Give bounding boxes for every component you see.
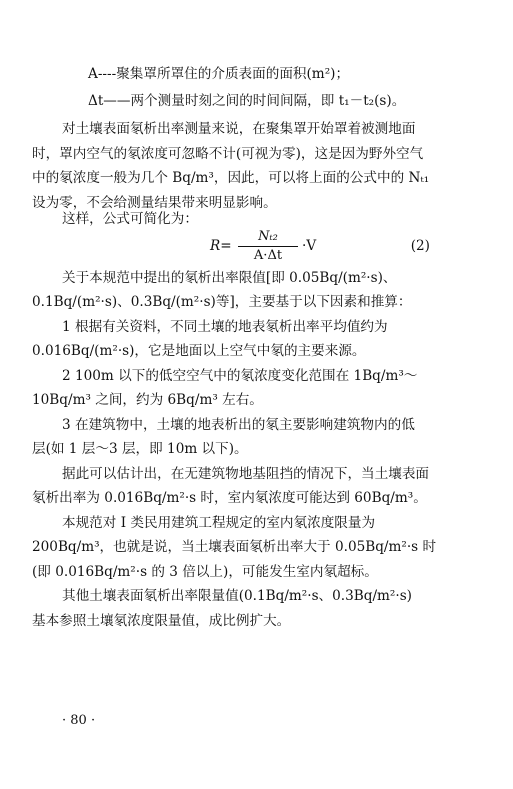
list-item-3: 3 在建筑物中，土壤的地表析出的氡主要影响建筑物内的低 <box>62 417 415 433</box>
formula-numerator: Nₜ₂ <box>258 229 278 244</box>
paragraph-line: 0.1Bq/(m²·s)、0.3Bq/(m²·s)等]，主要基于以下因素和推算： <box>32 294 412 310</box>
paragraph-line: 层(如 1 层～3 层，即 10m 以下)。 <box>32 441 248 457</box>
formula-lhs: R= <box>210 238 232 254</box>
paragraph-line: 氡析出率为 0.016Bq/m²·s 时，室内氡浓度可能达到 60Bq/m³。 <box>32 490 427 506</box>
paragraph-line: (即 0.016Bq/m²·s 的 3 倍以上)，可能发生室内氡超标。 <box>32 564 378 580</box>
formula-denominator: A·Δt <box>253 248 283 263</box>
formula-rhs: ·V <box>302 238 317 254</box>
paragraph-line: 200Bq/m³，也就是说，当土壤表面氡析出率大于 0.05Bq/m²·s 时 <box>32 539 437 555</box>
fraction-bar <box>238 246 298 247</box>
paragraph-line: 本规范对 Ⅰ 类民用建筑工程规定的室内氡浓度限量为 <box>62 515 376 531</box>
list-item-2: 2 100m 以下的低空空气中的氡浓度变化范围在 1Bq/m³～ <box>62 368 418 384</box>
formula-fraction <box>238 229 298 264</box>
paragraph-line: 10Bq/m³ 之间，约为 6Bq/m³ 左右。 <box>32 392 263 408</box>
definition-line-dt: Δt——两个测量时刻之间的时间间隔，即 t₁－t₂(s)。 <box>88 93 406 109</box>
paragraph-line: 这样，公式可简化为： <box>62 211 198 227</box>
page-number: · 80 · <box>62 713 96 728</box>
equation-number: (2) <box>410 238 430 254</box>
paragraph-line: 其他土壤表面氡析出率限量值(0.1Bq/m²·s、0.3Bq/m²·s) <box>62 588 412 604</box>
paragraph-line: 基本参照土壤氡浓度限量值，成比例扩大。 <box>32 613 291 629</box>
paragraph-line: 据此可以估计出，在无建筑物地基阻挡的情况下，当土壤表面 <box>62 466 430 482</box>
list-item-1: 1 根据有关资料，不同土壤的地表氡析出率平均值约为 <box>62 319 388 335</box>
paragraph-line: 0.016Bq/(m²·s)，它是地面以上空气中氡的主要来源。 <box>32 343 366 359</box>
formula-block <box>210 229 430 269</box>
paragraph-line: 关于本规范中提出的氡析出率限值[即 0.05Bq/(m²·s)、 <box>62 270 397 286</box>
definition-line-A: A----聚集罩所罩住的介质表面的面积(m²)； <box>88 66 350 82</box>
paragraph-line: 时，罩内空气的氡浓度可忽略不计(可视为零)，这是因为野外空气 <box>32 146 424 162</box>
paragraph-line: 中的氡浓度一般为几个 Bq/m³，因此，可以将上面的公式中的 Nₜ₁ <box>32 170 430 186</box>
paragraph-line: 对土壤表面氡析出率测量来说，在聚集罩开始罩着被测地面 <box>62 121 416 137</box>
paragraph-line: 设为零，不会给测量结果带来明显影响。 <box>32 195 277 211</box>
